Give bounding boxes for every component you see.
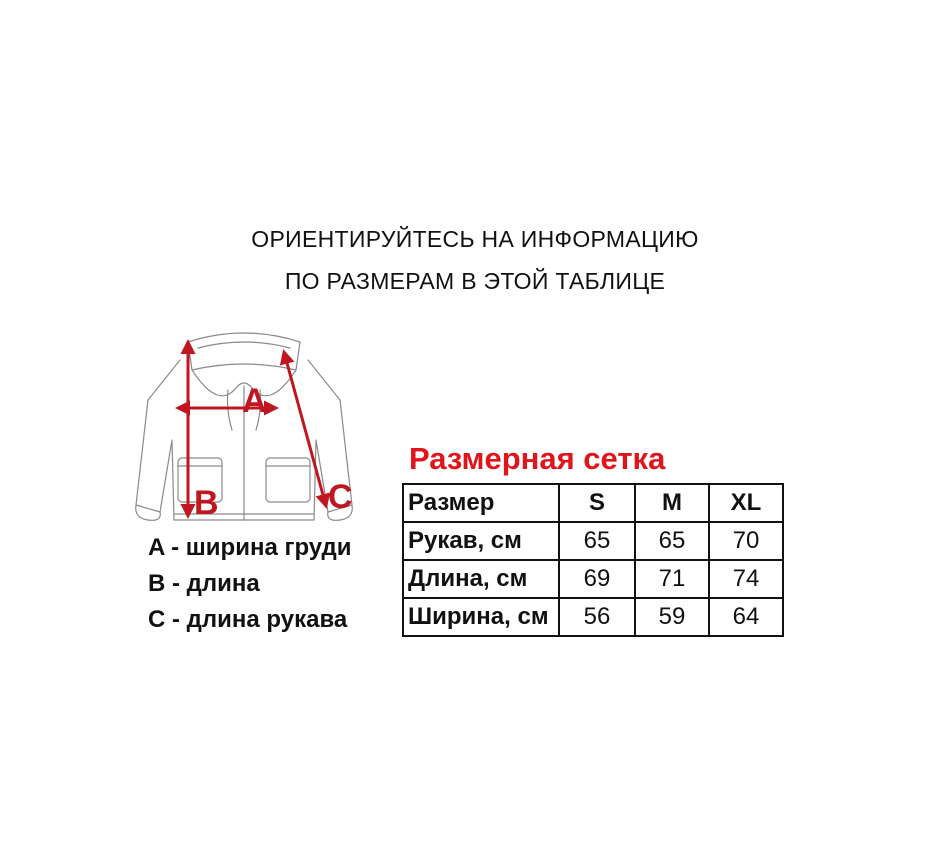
legend-length: B - длина xyxy=(148,570,260,597)
cell-value: 64 xyxy=(709,598,783,636)
row-label-length: Длина, см xyxy=(403,560,559,598)
row-label-sleeve: Рукав, см xyxy=(403,522,559,560)
size-table xyxy=(402,483,784,637)
header-xl: XL xyxy=(709,484,783,522)
heading-line-2: ПО РАЗМЕРАМ В ЭТОЙ ТАБЛИЦЕ xyxy=(284,268,666,294)
marker-c: C xyxy=(328,478,353,516)
cell-value: 65 xyxy=(559,522,635,560)
table-row xyxy=(403,560,783,598)
table-header-row xyxy=(403,484,783,522)
header-size: Размер xyxy=(403,484,559,522)
cell-value: 56 xyxy=(559,598,635,636)
cell-value: 74 xyxy=(709,560,783,598)
cell-value: 70 xyxy=(709,522,783,560)
header-m: M xyxy=(635,484,709,522)
cell-value: 65 xyxy=(635,522,709,560)
cell-value: 69 xyxy=(559,560,635,598)
table-row xyxy=(403,598,783,636)
marker-b: B xyxy=(194,484,219,522)
row-label-width: Ширина, см xyxy=(403,598,559,636)
size-grid-title: Размерная сетка xyxy=(409,441,666,476)
header-s: S xyxy=(559,484,635,522)
marker-a: A xyxy=(242,382,267,420)
jacket-outline xyxy=(136,333,353,520)
jacket-diagram xyxy=(128,330,360,526)
table-row xyxy=(403,522,783,560)
cell-value: 59 xyxy=(635,598,709,636)
legend-sleeve-length: C - длина рукава xyxy=(148,606,348,633)
legend-chest-width: A - ширина груди xyxy=(148,534,352,561)
heading-line-1: ОРИЕНТИРУЙТЕСЬ НА ИНФОРМАЦИЮ xyxy=(251,226,699,252)
cell-value: 71 xyxy=(635,560,709,598)
